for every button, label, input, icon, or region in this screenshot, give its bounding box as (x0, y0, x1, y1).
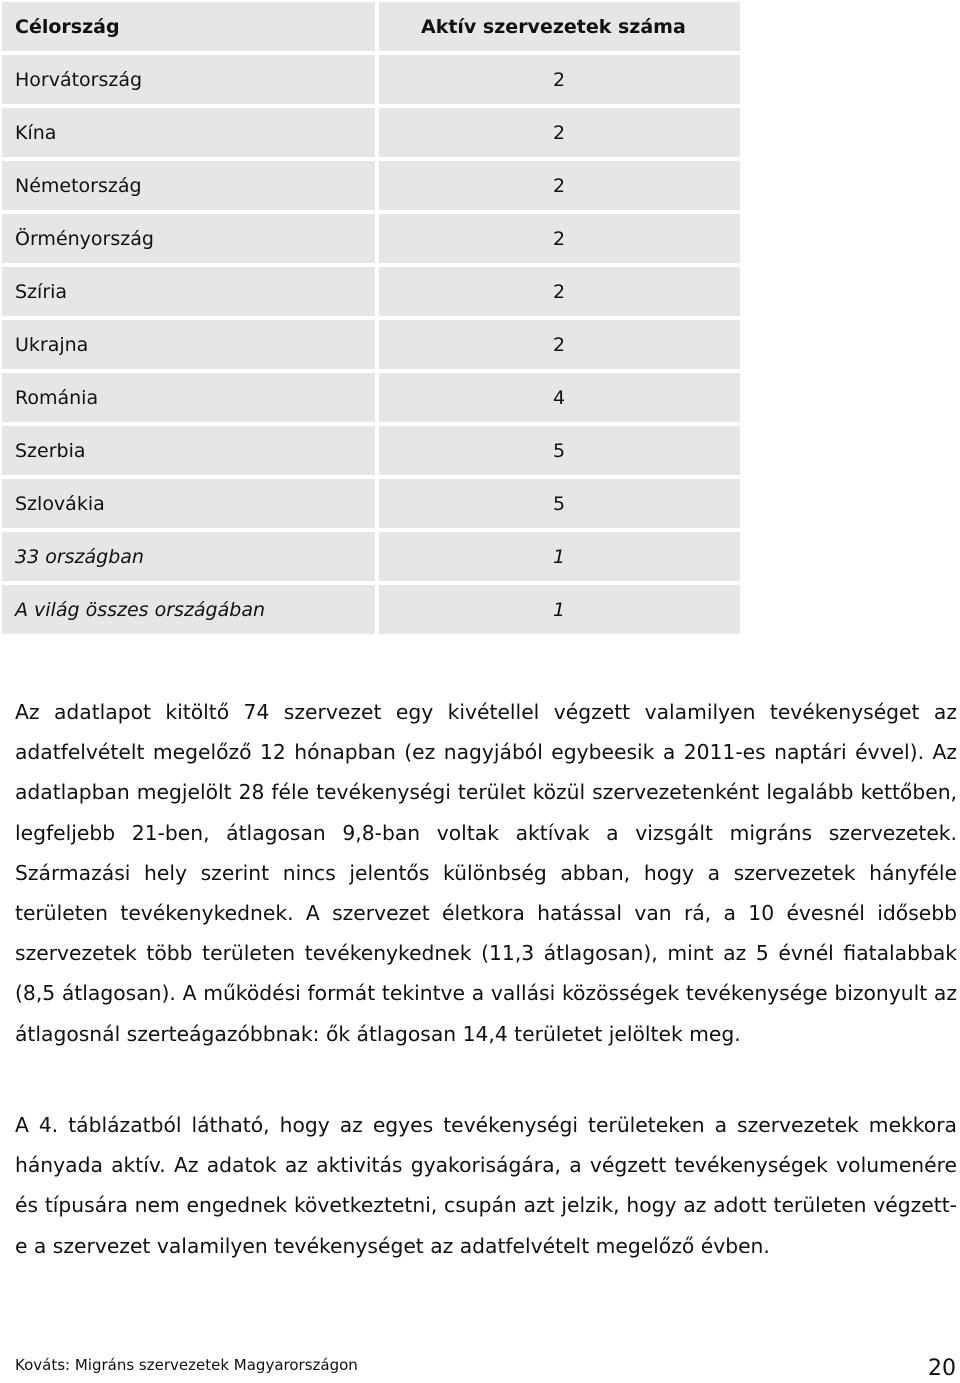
country-cell: Kína (2, 108, 375, 157)
table-row (2, 477, 742, 530)
count-cell: 2 (379, 214, 740, 263)
running-title: Kováts: Migráns szervezetek Magyarországon (15, 1356, 358, 1374)
count-cell: 2 (379, 267, 740, 316)
count-cell: 2 (379, 55, 740, 104)
countries-table (2, 0, 742, 636)
count-cell: 5 (379, 479, 740, 528)
header-count: Aktív szervezetek száma (379, 2, 740, 51)
table-row (2, 583, 742, 636)
country-cell: Horvátország (2, 55, 375, 104)
table-row (2, 159, 742, 212)
table-row (2, 371, 742, 424)
page-number: 20 (928, 1356, 956, 1381)
table-row (2, 318, 742, 371)
country-cell: 33 országban (2, 532, 375, 581)
count-cell: 2 (379, 161, 740, 210)
count-cell: 5 (379, 426, 740, 475)
country-cell: Ukrajna (2, 320, 375, 369)
count-cell: 1 (379, 532, 740, 581)
country-cell: Románia (2, 373, 375, 422)
country-cell: Szerbia (2, 426, 375, 475)
table-row (2, 212, 742, 265)
table-row (2, 106, 742, 159)
count-cell: 1 (379, 585, 740, 634)
count-cell: 2 (379, 108, 740, 157)
body-paragraph: Az adatlapot kitöltő 74 szervezet egy kivétellel végzett valamilyen tevékenységet az adatfelvételt megelőző 12 hónapban (ez nagyjából egybeesik a 2011-es naptári évvel). Az adatlapban megjelölt 28 féle tevékenységi terület közül szervezetenként legalább kettőben, legfeljebb 21-ben, átlagosan 9,8-ban voltak aktívak a vizsgált migráns szervezetek. Származási hely szerint nincs jelentős különbség abban, hogy a szervezetek hányféle területen tevékenykednek. A szervezet életkora hatással van rá, a 10 évesnél idősebb szervezetek több területen tevékenykednek (11,3 átlagosan), mint az 5 évnél fiatalabbak (8,5 átlagosan). A működési formát tekintve a vallási közösségek tevékenysége bizonyult az átlagosnál szerteágazóbbnak: ők átlagosan 14,4 területet jelöltek meg. (15, 700, 957, 1046)
country-cell: Örményország (2, 214, 375, 263)
body-paragraph: A 4. táblázatból látható, hogy az egyes tevékenységi területeken a szervezetek mekkora hányada aktív. Az adatok az aktivitás gyakoriságára, a végzett tevékenységek volumenére és típusára nem engednek következtetni, csupán azt jelzik, hogy az adott területen végzett-e a szervezet valamilyen tevékenységet az adatfelvételt megelőző évben. (15, 1113, 957, 1258)
table-row (2, 424, 742, 477)
country-cell: Szlovákia (2, 479, 375, 528)
table-row (2, 530, 742, 583)
count-cell: 2 (379, 320, 740, 369)
country-cell: Németország (2, 161, 375, 210)
table-row (2, 265, 742, 318)
count-cell: 4 (379, 373, 740, 422)
country-cell: Szíria (2, 267, 375, 316)
table-row (2, 53, 742, 106)
country-cell: A világ összes országában (2, 585, 375, 634)
table-header-row (2, 0, 742, 53)
header-country: Célország (2, 2, 375, 51)
